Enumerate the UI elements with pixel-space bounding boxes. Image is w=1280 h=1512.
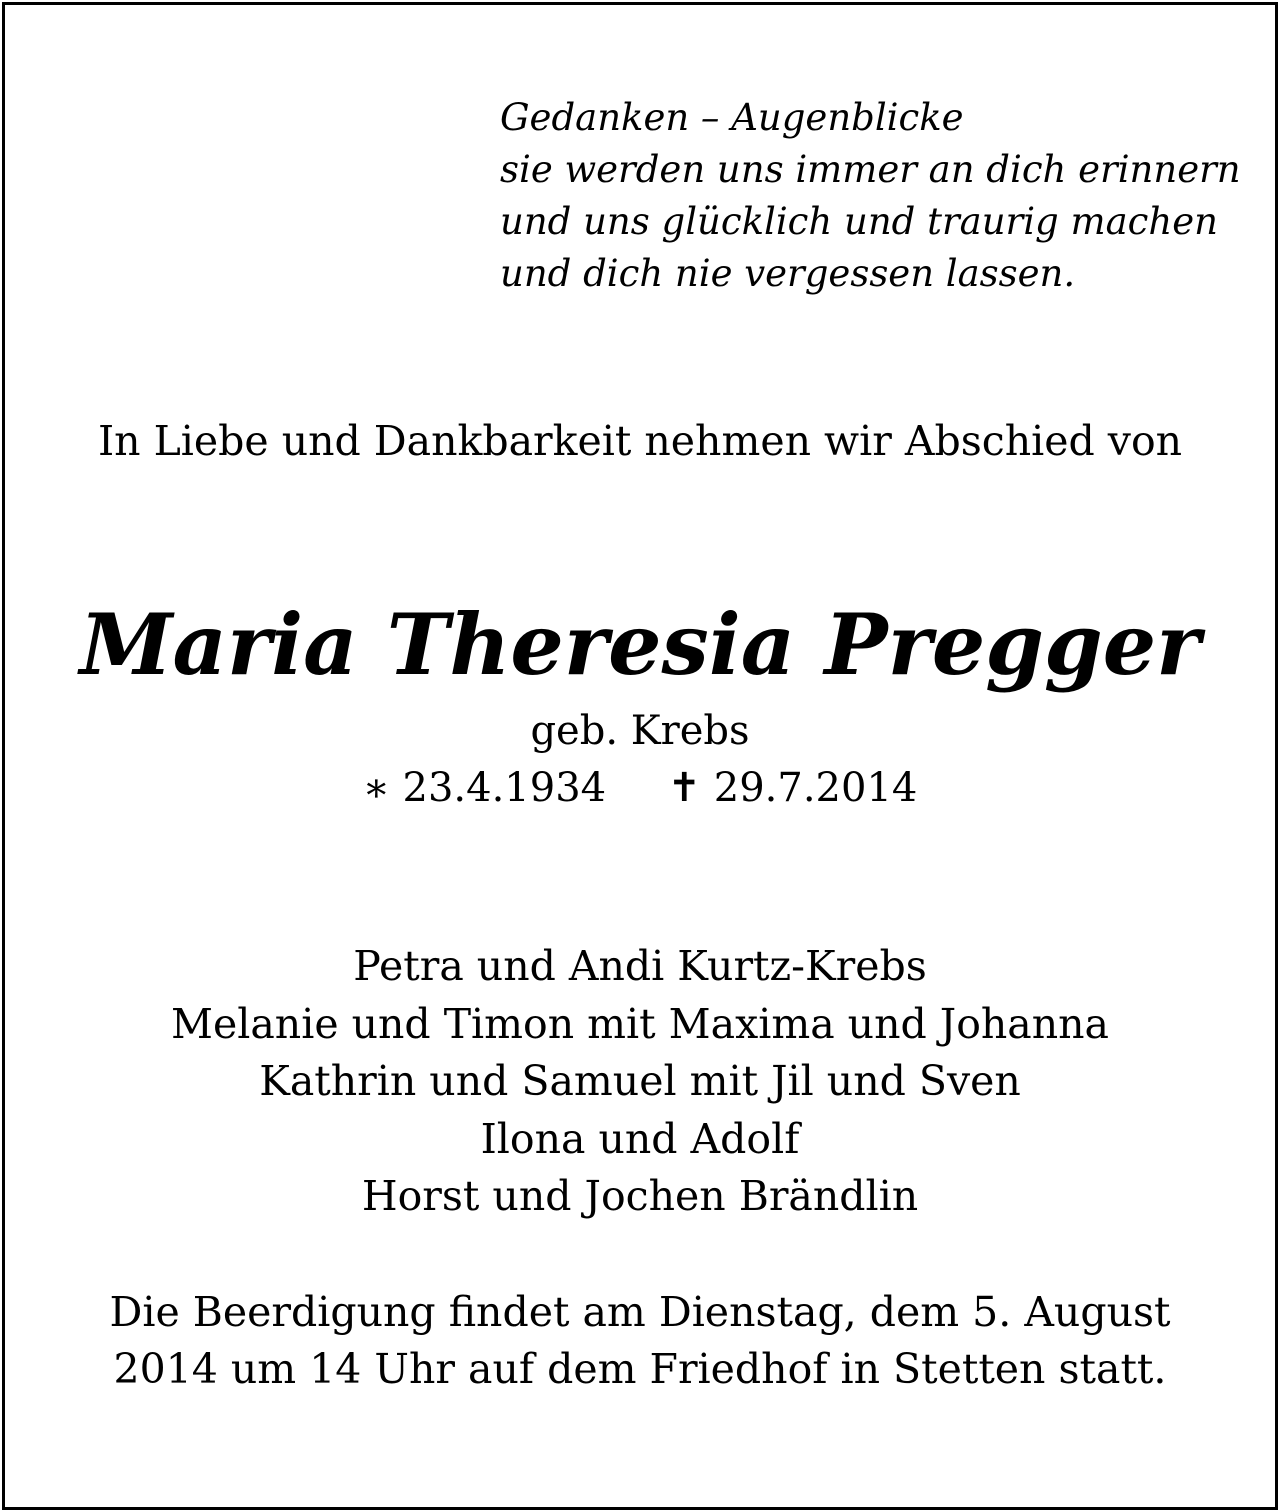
mourners-list: [0, 938, 1280, 1226]
maiden-name: geb. Krebs: [530, 708, 750, 754]
life-dates: [0, 760, 1280, 816]
funeral-notice: [0, 1284, 1280, 1398]
death-date: 29.7.2014: [713, 765, 918, 811]
mourner-line: Horst und Jochen Brändlin: [361, 1172, 919, 1220]
birth-star-icon: ∗: [362, 765, 390, 811]
mourner-line: Ilona und Adolf: [480, 1114, 800, 1163]
funeral-line: 2014 um 14 Uhr auf dem Friedhof in Stetten statt.: [113, 1345, 1167, 1393]
death-cross-icon: ✝: [667, 765, 702, 811]
poem-line: sie werden uns immer an dich erinnern: [500, 148, 1241, 191]
intro-text: In Liebe und Dankbarkeit nehmen wir Abschied von: [97, 417, 1183, 465]
poem-line: und dich nie vergessen lassen.: [500, 252, 1076, 295]
poem-line: Gedanken – Augenblicke: [500, 96, 964, 139]
deceased-name: Maria Theresia Pregger: [79, 595, 1201, 694]
poem: [500, 92, 1241, 300]
birth-date: 23.4.1934: [402, 765, 607, 811]
mourner-line: Melanie und Timon mit Maxima und Johanna: [171, 999, 1109, 1048]
funeral-line: Die Beerdigung findet am Dienstag, dem 5. August: [109, 1288, 1171, 1336]
mourner-line: Petra und Andi Kurtz-Krebs: [353, 942, 927, 990]
poem-line: und uns glücklich und traurig machen: [500, 200, 1218, 243]
mourner-line: Kathrin und Samuel mit Jil und Sven: [259, 1057, 1021, 1105]
